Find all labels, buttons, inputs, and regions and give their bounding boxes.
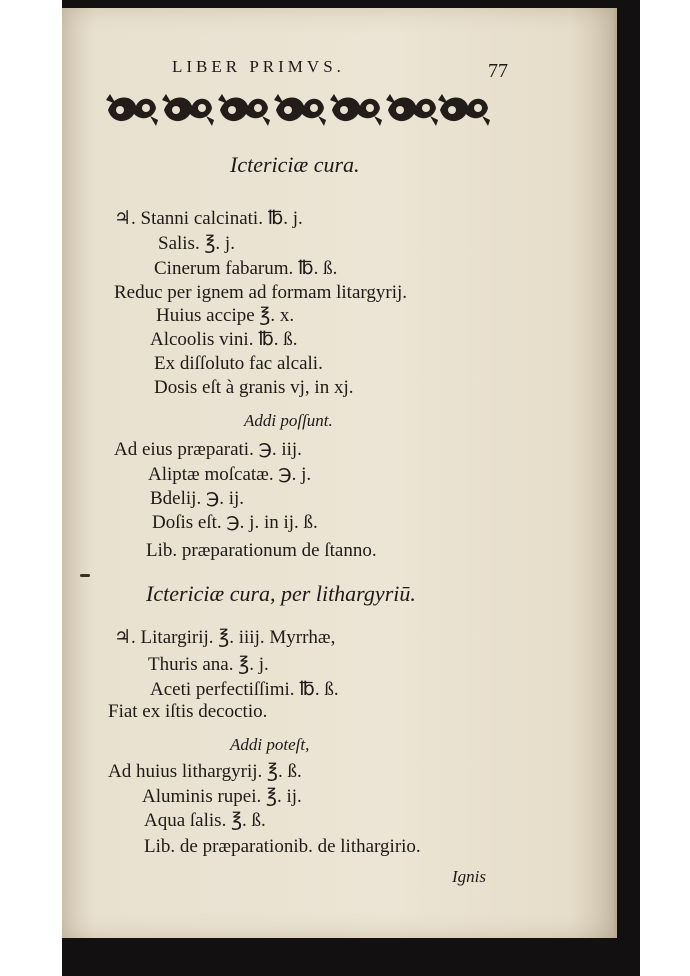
recipe-line: Huius accipe ℥. x. [156,305,295,326]
book-page [62,8,617,938]
recipe-line: Ad huius lithargyrij. ℥. ß. [108,761,302,782]
recipe-line: Reduc per ignem ad formam litargyrij. [114,282,408,303]
recipe-line: Aceti perfectiſſimi. ℔. ß. [150,679,339,700]
recipe-line: Cinerum fabarum. ℔. ß. [154,258,338,279]
recipe-line: ♃. Litargirij. ℥. iiij. Myrrhæ, [114,627,336,648]
recipe-line: Aluminis rupei. ℥. ij. [142,786,302,807]
section-title-1: Ictericiæ cura. [230,152,360,177]
recipe-line: Thuris ana. ℥. j. [148,654,269,675]
recipe-line: Fiat ex iſtis decoctio. [108,701,268,722]
recipe-line: Aliptæ moſcatæ. ℈. j. [148,464,312,485]
running-head: LIBER PRIMVS. [172,57,345,76]
recipe-line: ♃. Stanni calcinati. ℔. j. [114,208,303,229]
recipe-line: Alcoolis vini. ℔. ß. [150,329,298,350]
headpiece-ornament [104,88,494,132]
page-number: 77 [488,60,508,82]
recipe-line: Ex diſſoluto fac alcali. [154,353,323,374]
recipe-line: Lib. præparationum de ſtanno. [146,540,377,561]
recipe-line: Lib. de præparationib. de lithargirio. [144,836,421,857]
subheading: Addi poſſunt. [244,411,333,430]
recipe-line: Doſis eſt. ℈. j. in ij. ß. [152,512,318,533]
recipe-line: Bdelij. ℈. ij. [150,488,245,509]
recipe-line: Salis. ℥. j. [158,233,235,254]
recipe-line: Aqua ſalis. ℥. ß. [144,810,266,831]
margin-mark [80,574,90,577]
recipe-line: Ad eius præparati. ℈. iij. [114,439,302,460]
recipe-line: Dosis eſt à granis vj, in xj. [154,377,354,398]
catchword: Ignis [452,867,486,886]
subheading: Addi poteſt, [230,735,310,754]
section-title-2: Ictericiæ cura, per lithargyriū. [146,581,416,606]
